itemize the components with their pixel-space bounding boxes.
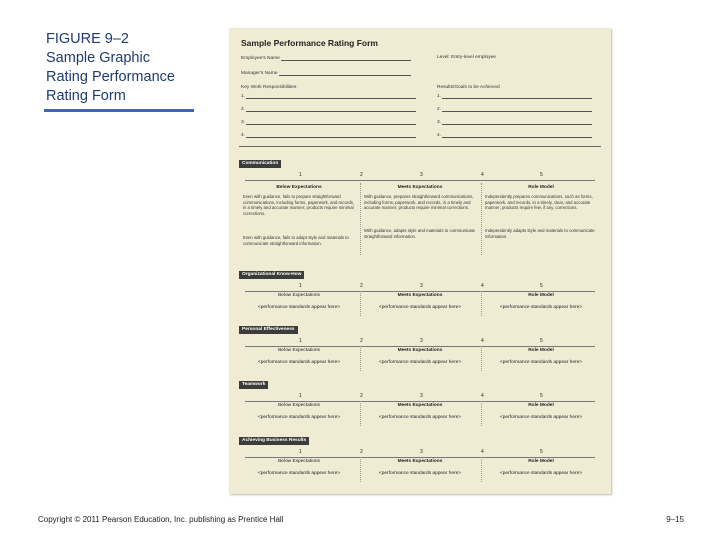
result-line: 2.: [437, 106, 592, 112]
responsibility-line: 2.: [241, 106, 416, 112]
standard-description: Independently prepares communications, such as forms, paperwork, and records, in a timely, clear, and accurate manner; products require few, if any, corrections.: [485, 194, 593, 211]
figure-label: FIGURE 9–2: [46, 31, 129, 47]
standards-placeholder: <performance standards appear here>: [378, 471, 462, 476]
standard-description: With guidance, prepares straightforward communications, including forms, paperwork, and records, in a timely and accurate manner; products require minimal corrections.: [364, 194, 474, 211]
caption-line: Rating Form: [46, 88, 126, 104]
responsibility-line: 3.: [241, 119, 416, 125]
rating-scale: 1 2 3 4 5: [239, 283, 601, 292]
column-divider: [481, 291, 482, 316]
employee-name-field: Employee's Name: [241, 55, 411, 61]
column-divider: [481, 346, 482, 371]
responsibility-line: 4.: [241, 132, 416, 138]
column-divider: [360, 291, 361, 316]
role-model-label: Role Model: [528, 459, 554, 464]
responsibility-line: 1.: [241, 93, 416, 99]
standard-description: Even with guidance, fails to prepare straightforward communications, including forms, paperwork, and records, in a timely and accurate manner; products require minimal corrections.: [243, 194, 355, 216]
standards-placeholder: <performance standards appear here>: [257, 305, 341, 310]
column-divider: [481, 457, 482, 482]
result-line: 1.: [437, 93, 592, 99]
below-expectations-label: Below Expectations: [278, 348, 320, 353]
column-divider: [360, 346, 361, 371]
rating-scale: 1 2 3 4 5: [239, 172, 601, 181]
role-model-label: Role Model: [528, 403, 554, 408]
standards-placeholder: <performance standards appear here>: [257, 360, 341, 365]
standards-placeholder: <performance standards appear here>: [499, 360, 583, 365]
column-divider: [481, 183, 482, 255]
section-divider: [239, 146, 601, 147]
standards-placeholder: <performance standards appear here>: [257, 415, 341, 420]
standards-placeholder: <performance standards appear here>: [499, 471, 583, 476]
column-divider: [360, 457, 361, 482]
rating-scale: 1 2 3 4 5: [239, 393, 601, 402]
rating-form-image: [229, 28, 611, 494]
rating-scale: 1 2 3 4 5: [239, 338, 601, 347]
standards-placeholder: <performance standards appear here>: [499, 305, 583, 310]
standard-description: With guidance, adapts style and materials to communicate straightforward information.: [364, 228, 476, 239]
role-model-label: Role Model: [528, 348, 554, 353]
meets-expectations-label: Meets Expectations: [397, 293, 443, 298]
section-header: Communication: [239, 160, 281, 168]
section-header: Teamwork: [239, 381, 268, 389]
results-label: Results/Goals to be Achieved: [437, 85, 500, 90]
meets-expectations-label: Meets Expectations: [397, 348, 443, 353]
standard-description: Even with guidance, fails to adapt style and materials to communicate straightforward information.: [243, 235, 349, 246]
below-expectations-label: Below Expectations: [278, 403, 320, 408]
level-field: Level: Entry-level employee: [437, 55, 496, 60]
column-divider: [360, 401, 361, 426]
form-title: Sample Performance Rating Form: [241, 38, 378, 48]
responsibilities-label: Key Work Responsibilities: [241, 85, 297, 90]
figure-caption: [46, 30, 196, 106]
meets-expectations-label: Meets Expectations: [397, 459, 443, 464]
standards-placeholder: <performance standards appear here>: [378, 360, 462, 365]
standard-description: Independently adapts style and materials to communicate information.: [485, 228, 595, 239]
caption-underline: [44, 109, 194, 112]
caption-line: Rating Performance: [46, 69, 175, 85]
standards-placeholder: <performance standards appear here>: [499, 415, 583, 420]
role-model-label: Role Model: [528, 293, 554, 298]
meets-expectations-label: Meets Expectations: [397, 403, 443, 408]
section-header: Personal Effectiveness: [239, 326, 298, 334]
copyright-footer: Copyright © 2011 Pearson Education, Inc. publishing as Prentice Hall: [38, 515, 284, 524]
standards-placeholder: <performance standards appear here>: [378, 415, 462, 420]
standards-placeholder: <performance standards appear here>: [378, 305, 462, 310]
role-model-label: Role Model: [528, 185, 554, 190]
caption-line: Sample Graphic: [46, 50, 150, 66]
below-expectations-label: Below Expectations: [276, 185, 322, 190]
result-line: 4.: [437, 132, 592, 138]
column-divider: [360, 183, 361, 255]
standards-placeholder: <performance standards appear here>: [257, 471, 341, 476]
page-number: 9–15: [666, 515, 684, 524]
rating-scale: 1 2 3 4 5: [239, 449, 601, 458]
manager-name-field: Manager's Name: [241, 70, 411, 76]
section-header: Organizational Know-How: [239, 271, 304, 279]
section-header: Achieving Business Results: [239, 437, 309, 445]
result-line: 3.: [437, 119, 592, 125]
column-divider: [481, 401, 482, 426]
below-expectations-label: Below Expectations: [278, 459, 320, 464]
below-expectations-label: Below Expectations: [278, 293, 320, 298]
meets-expectations-label: Meets Expectations: [397, 185, 443, 190]
